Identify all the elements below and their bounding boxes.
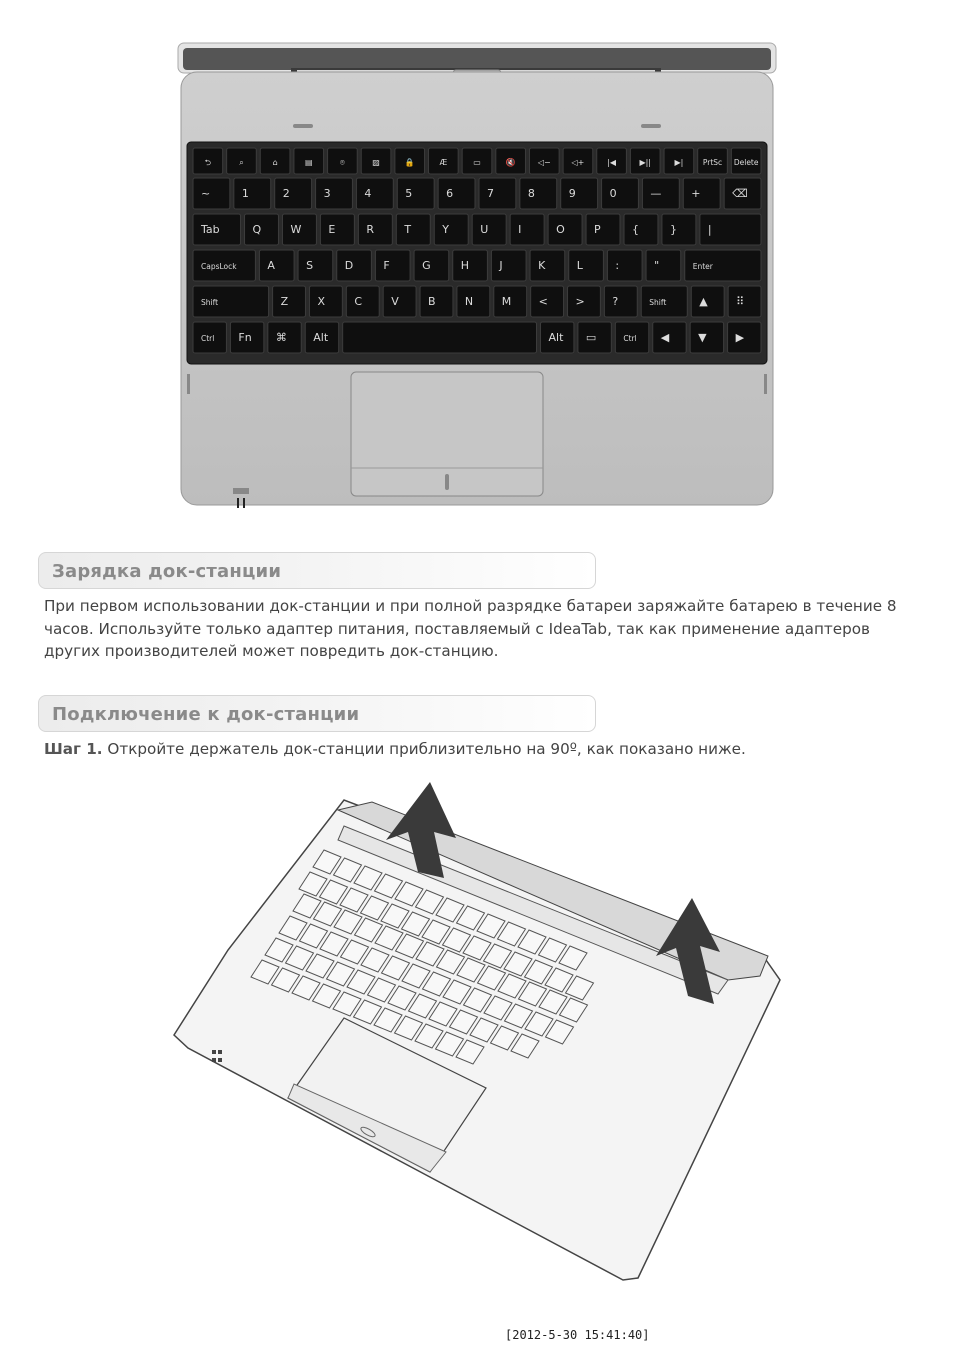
- key-label: ▶|: [674, 158, 684, 167]
- key-label: {: [632, 223, 639, 236]
- key: [472, 214, 506, 245]
- key-label: ⮌: [204, 158, 212, 167]
- section-header-charging: [38, 552, 596, 589]
- key: [728, 322, 761, 353]
- key-label: 3: [323, 187, 331, 200]
- key-label: 🔇: [505, 158, 516, 167]
- key: [259, 250, 294, 281]
- key-label: Fn: [238, 331, 252, 344]
- key: [548, 214, 582, 245]
- key-label: O: [556, 223, 565, 236]
- key: [320, 214, 354, 245]
- key: [479, 178, 516, 209]
- key: [337, 250, 372, 281]
- key-label: F: [383, 259, 390, 272]
- key: [683, 178, 720, 209]
- key: [646, 250, 681, 281]
- key: [561, 178, 598, 209]
- key-label: T: [404, 223, 412, 236]
- section-title: Подключение к док-станции: [52, 704, 360, 725]
- key-label: ▶: [735, 331, 745, 344]
- key-label: ?: [612, 295, 619, 308]
- key-label: J: [499, 259, 503, 272]
- key-label: <: [538, 295, 548, 308]
- key: [438, 178, 475, 209]
- key: [653, 322, 686, 353]
- key-label: Delete: [733, 158, 759, 167]
- key-label: S: [306, 259, 314, 272]
- key-label: Ctrl: [623, 334, 637, 343]
- key: [356, 178, 393, 209]
- key-label: G: [422, 259, 431, 272]
- key: [193, 178, 230, 209]
- key-label: ◁+: [571, 158, 585, 167]
- key: [602, 178, 639, 209]
- key: [275, 178, 312, 209]
- key-label: |◀: [607, 158, 617, 167]
- key-label: 4: [364, 187, 372, 200]
- key-label: +: [691, 187, 701, 200]
- key-label: Ctrl: [201, 334, 215, 343]
- key: [273, 286, 306, 317]
- key: [530, 250, 565, 281]
- key-label: 8: [527, 187, 535, 200]
- key-label: ◁−: [537, 158, 551, 167]
- key-label: M: [501, 295, 512, 308]
- key-label: ⌕: [239, 158, 244, 167]
- key: [607, 250, 642, 281]
- key-label: |: [707, 223, 712, 236]
- key-label: D: [344, 259, 354, 272]
- keyboard-dock-opened-illustration: [168, 780, 788, 1285]
- key-label: Enter: [692, 262, 713, 271]
- key-label: CapsLock: [201, 262, 237, 271]
- key-label: Alt: [313, 331, 329, 344]
- key-label: Shift: [649, 298, 667, 307]
- key-label: ⠿: [736, 295, 745, 308]
- key-label: P: [594, 223, 601, 236]
- section-title: Зарядка док-станции: [52, 561, 282, 582]
- key-label: ▭: [473, 158, 481, 167]
- key-label: ": [654, 259, 660, 272]
- key-label: A: [267, 259, 275, 272]
- key-label: 1: [241, 187, 249, 200]
- key-label: PrtSc: [702, 158, 723, 167]
- key: [375, 250, 410, 281]
- key-label: C: [354, 295, 363, 308]
- key-label: I: [518, 223, 522, 236]
- key: [662, 214, 696, 245]
- key-label: ◀: [660, 331, 670, 344]
- key: [234, 178, 271, 209]
- key: [520, 178, 557, 209]
- key-label: 6: [446, 187, 454, 200]
- key-label: ▲: [699, 295, 708, 308]
- key-label: ⌫: [732, 187, 748, 200]
- key-label: N: [464, 295, 474, 308]
- key: [491, 250, 526, 281]
- key-label: 🔒: [404, 158, 415, 167]
- key: [358, 214, 392, 245]
- key: [624, 214, 658, 245]
- key-label: L: [576, 259, 583, 272]
- key: [569, 250, 604, 281]
- key: [420, 286, 453, 317]
- key-label: ⌘: [275, 331, 287, 344]
- key-label: E: [328, 223, 336, 236]
- key-label: ~: [201, 187, 211, 200]
- section-header-connecting: [38, 695, 596, 732]
- key-label: ⌂: [272, 158, 278, 167]
- key: [453, 250, 488, 281]
- key-label: Q: [252, 223, 262, 236]
- key-label: }: [669, 223, 677, 236]
- key-label: Y: [442, 223, 449, 236]
- key-label: 9: [568, 187, 576, 200]
- key-label: H: [460, 259, 470, 272]
- key-label: Tab: [201, 223, 220, 236]
- key-label: —: [650, 187, 662, 200]
- key-label: 0: [609, 187, 617, 200]
- key: [343, 322, 537, 353]
- key: [414, 250, 449, 281]
- key-label: ▭: [585, 331, 597, 344]
- key-label: Alt: [548, 331, 564, 344]
- key-label: ▤: [304, 158, 313, 167]
- print-timestamp: [2012-5-30 15:41:40]: [505, 1328, 650, 1342]
- key: [457, 286, 490, 317]
- key-label: X: [317, 295, 326, 308]
- key-label: Shift: [201, 298, 219, 307]
- key-label: K: [538, 259, 546, 272]
- key: [434, 214, 468, 245]
- key-label: :: [615, 259, 620, 272]
- key-label: 2: [282, 187, 290, 200]
- key-label: ▶||: [639, 158, 652, 167]
- step-text: Откройте держатель док-станции приблизительно на 90º, как показано ниже.: [102, 740, 746, 758]
- key-label: >: [575, 295, 585, 308]
- charging-paragraph: При первом использовании док-станции и при полной разрядке батареи заряжайте батарею в течение 8 часов. Используйте только адаптер питания, поставляемый с IdeaTab, так как применение адаптеров других производителей может повредить док-станцию.: [44, 597, 897, 660]
- key-label: W: [290, 223, 302, 236]
- key-label: ⌾: [340, 158, 345, 167]
- key: [586, 214, 620, 245]
- key: [604, 286, 637, 317]
- key: [396, 214, 430, 245]
- key: [690, 322, 723, 353]
- key-label: 7: [487, 187, 494, 200]
- key-label: Z: [280, 295, 289, 308]
- key: [383, 286, 416, 317]
- key-label: Æ: [439, 158, 448, 167]
- key-label: B: [428, 295, 436, 308]
- key: [309, 286, 342, 317]
- key-label: R: [366, 223, 375, 236]
- key-label: 5: [405, 187, 413, 200]
- key: [316, 178, 353, 209]
- key-label: V: [391, 295, 399, 308]
- key: [397, 178, 434, 209]
- step-label: Шаг 1.: [44, 740, 103, 758]
- key-label: U: [480, 223, 489, 236]
- step-1-paragraph: [44, 738, 924, 761]
- key-label: ▼: [698, 331, 707, 344]
- key: [346, 286, 379, 317]
- keyboard-dock-top-view-illustration: [175, 40, 779, 510]
- key: [510, 214, 544, 245]
- key-label: ▨: [372, 158, 380, 167]
- key: [728, 286, 761, 317]
- key: [298, 250, 333, 281]
- key: [245, 214, 279, 245]
